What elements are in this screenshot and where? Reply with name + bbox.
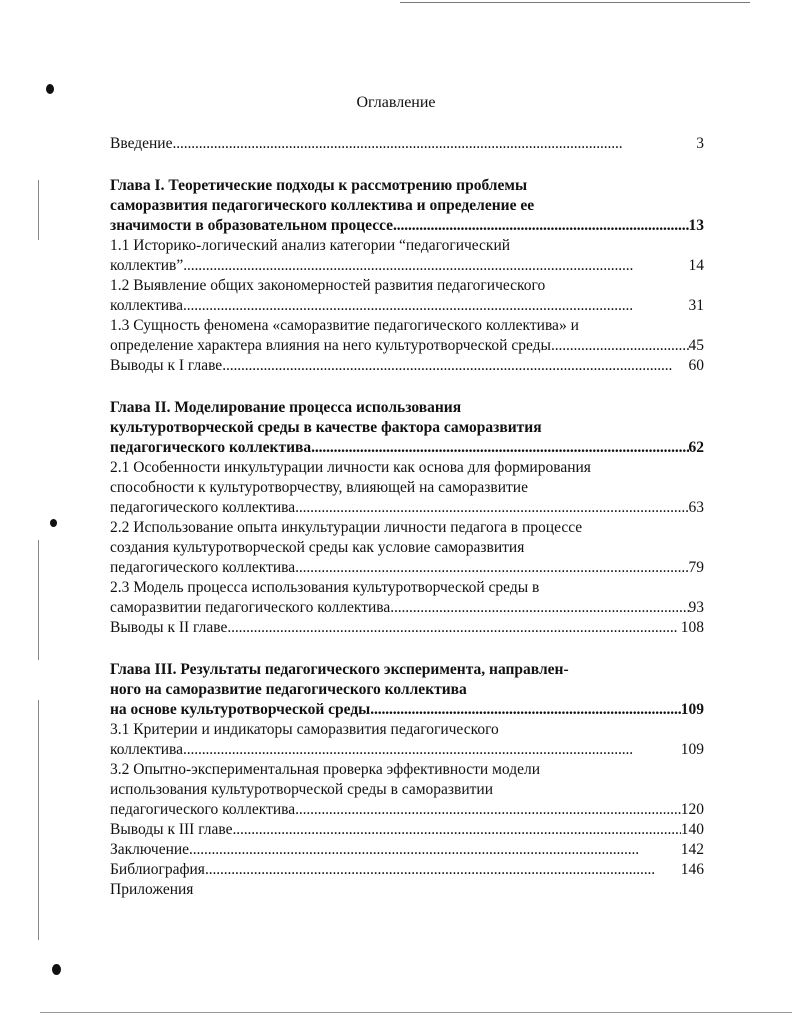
toc-line: использования культуротворческой среды в саморазвитии [110, 781, 494, 798]
toc-page: 93 [688, 599, 704, 616]
toc-page: 14 [688, 257, 704, 274]
toc-page: 146 [680, 861, 704, 878]
toc-label: коллектива [110, 297, 184, 314]
toc-entry-1-1[interactable] [110, 236, 704, 276]
toc-line: 1.1 Историко-логический анализ категории “педагогический [110, 237, 511, 254]
toc-line: культуротворческой среды в качестве фактора саморазвития [110, 419, 542, 436]
toc-entry-conclusions-2[interactable] [110, 618, 704, 638]
toc-page: 63 [688, 499, 704, 516]
leader-dots [295, 558, 688, 578]
scan-edge-mark [38, 700, 39, 940]
leader-dots [370, 700, 680, 720]
toc-line: способности к культуротворчеству, влияющей на саморазвитие [110, 479, 528, 496]
toc-page: 142 [680, 841, 704, 858]
toc-label: Введение [110, 135, 173, 152]
toc-entry-conclusions-3[interactable] [110, 820, 704, 840]
toc-entry-1-3[interactable] [110, 316, 704, 356]
toc-page: 13 [688, 217, 704, 234]
toc-label: коллектив” [110, 257, 184, 274]
scan-edge-top [400, 2, 750, 3]
toc-entry-2-3[interactable] [110, 578, 704, 618]
scan-edge-mark [38, 540, 39, 660]
toc-page: 3 [696, 135, 704, 152]
toc-label: Библиография [110, 861, 205, 878]
leader-dots [295, 800, 681, 820]
toc-entry-chapter-1[interactable] [110, 176, 704, 236]
toc-line: 3.1 Критерии и индикаторы саморазвития педагогического [110, 721, 499, 738]
leader-dots [390, 598, 688, 618]
leader-dots [189, 840, 681, 860]
toc-page: 79 [688, 559, 704, 576]
leader-dots [227, 618, 680, 638]
toc-entry-chapter-2[interactable] [110, 398, 704, 458]
toc-line: 1.2 Выявление общих закономерностей развития педагогического [110, 277, 546, 294]
toc-entry-intro[interactable] [110, 134, 704, 154]
toc-label: определение характера влияния на него культуротворческой среды [110, 337, 551, 354]
toc-label: Заключение [110, 841, 190, 858]
toc-label: педагогического коллектива [110, 801, 296, 818]
toc-page: 45 [688, 337, 704, 354]
toc-label: педагогического коллектива [110, 499, 296, 516]
toc-entry-bibliography[interactable] [110, 860, 704, 880]
toc-page: 120 [680, 801, 704, 818]
leader-dots [222, 356, 688, 376]
toc-page: 108 [680, 619, 704, 636]
toc-line: 3.2 Опытно-экспериментальная проверка эффективности модели [110, 761, 540, 778]
toc-entry-3-1[interactable] [110, 720, 704, 760]
leader-dots [183, 256, 688, 276]
toc-page: 60 [688, 357, 704, 374]
toc-entry-3-2[interactable] [110, 760, 704, 820]
leader-dots [205, 860, 681, 880]
toc-line: 2.2 Использование опыта инкультурации личности педагога в процессе [110, 519, 583, 536]
toc-line: создания культуротворческой среды как условие саморазвития [110, 539, 525, 556]
toc-page: 109 [680, 701, 704, 718]
toc-entry-conclusions-1[interactable] [110, 356, 704, 376]
toc-line: ного на саморазвитие педагогического коллектива [110, 681, 467, 698]
scan-blot [46, 84, 54, 94]
toc-line: саморазвития педагогического коллектива и определение ее [110, 197, 535, 214]
toc-page: 62 [688, 439, 704, 456]
toc-entry-appendix[interactable]: Приложения [110, 881, 194, 898]
leader-dots [393, 216, 688, 236]
toc-entry-2-2[interactable] [110, 518, 704, 578]
scan-blot [50, 519, 57, 527]
toc-page: 109 [680, 741, 704, 758]
toc-entry-2-1[interactable] [110, 458, 704, 518]
leader-dots [172, 134, 696, 154]
toc-label: Выводы к II главе [110, 619, 228, 636]
toc-label: педагогического коллектива [110, 559, 296, 576]
toc-entry-1-2[interactable] [110, 276, 704, 316]
toc-line: 2.3 Модель процесса использования культуротворческой среды в [110, 579, 540, 596]
leader-dots [551, 336, 689, 356]
toc-label: Выводы к III главе [110, 821, 233, 838]
scan-edge-bottom [40, 1012, 792, 1013]
scan-blot [52, 964, 61, 975]
toc-label: педагогического коллектива [110, 439, 312, 456]
toc-label: на основе культуротворческой среды [110, 701, 371, 718]
leader-dots [295, 498, 688, 518]
leader-dots [183, 740, 681, 760]
leader-dots [311, 438, 688, 458]
toc-line: Глава III. Результаты педагогического эксперимента, направлен- [110, 661, 569, 678]
toc-line: 1.3 Сущность феномена «саморазвитие педагогического коллектива» и [110, 317, 579, 334]
toc-line: Глава I. Теоретические подходы к рассмотрению проблемы [110, 177, 528, 194]
toc-label: Выводы к I главе [110, 357, 223, 374]
toc-label: значимости в образовательном процессе [110, 217, 394, 234]
page-title: Оглавление [356, 94, 436, 111]
toc-label: саморазвитии педагогического коллектива [110, 599, 391, 616]
leader-dots [233, 820, 681, 840]
toc-page: 140 [680, 821, 704, 838]
toc-line: Глава II. Моделирование процесса использования [110, 399, 462, 416]
leader-dots [183, 296, 688, 316]
toc-page: 31 [688, 297, 704, 314]
toc-entry-chapter-3[interactable] [110, 660, 704, 720]
scan-edge-mark [38, 180, 39, 240]
table-of-contents [110, 134, 704, 900]
toc-line: 2.1 Особенности инкультурации личности как основа для формирования [110, 459, 591, 476]
toc-entry-conclusion[interactable] [110, 840, 704, 860]
toc-label: коллектива [110, 741, 184, 758]
